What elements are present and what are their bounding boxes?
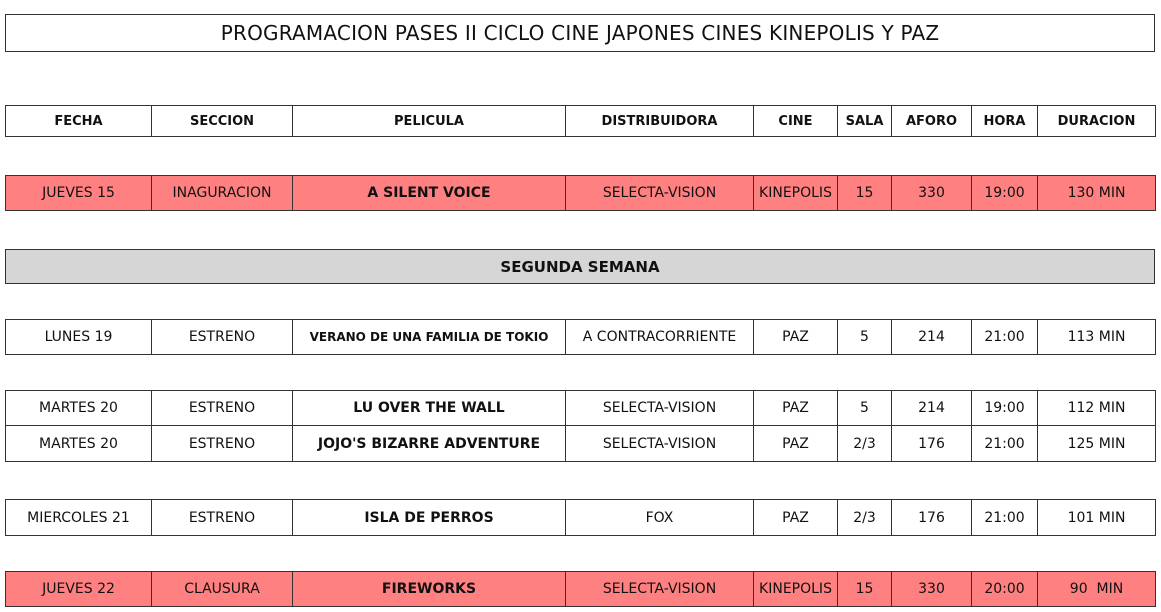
header-hora: HORA bbox=[972, 106, 1038, 137]
cell-sala: 2/3 bbox=[838, 426, 892, 462]
cell-hora: 20:00 bbox=[972, 572, 1038, 607]
cell-aforo: 330 bbox=[892, 572, 972, 607]
cell-fecha: LUNES 19 bbox=[6, 320, 152, 355]
cell-sala: 15 bbox=[838, 572, 892, 607]
cell-distribuidora: SELECTA-VISION bbox=[566, 572, 754, 607]
header-cine: CINE bbox=[754, 106, 838, 137]
table-rows-group bbox=[5, 390, 1156, 462]
table-row bbox=[5, 319, 1156, 355]
cell-hora: 21:00 bbox=[972, 426, 1038, 462]
header-distribuidora: DISTRIBUIDORA bbox=[566, 106, 754, 137]
cell-sala: 5 bbox=[838, 320, 892, 355]
header-seccion: SECCION bbox=[152, 106, 293, 137]
cell-pelicula: VERANO DE UNA FAMILIA DE TOKIO bbox=[293, 320, 566, 355]
cell-hora: 19:00 bbox=[972, 176, 1038, 211]
cell-duracion: 90 MIN bbox=[1038, 572, 1156, 607]
cell-seccion: INAGURACION bbox=[152, 176, 293, 211]
cell-seccion: ESTRENO bbox=[152, 320, 293, 355]
page-title: PROGRAMACION PASES II CICLO CINE JAPONES CINES KINEPOLIS Y PAZ bbox=[5, 14, 1155, 52]
cell-distribuidora: SELECTA-VISION bbox=[566, 176, 754, 211]
header-aforo: AFORO bbox=[892, 106, 972, 137]
cell-duracion: 101 MIN bbox=[1038, 500, 1156, 536]
cell-distribuidora: SELECTA-VISION bbox=[566, 426, 754, 462]
header-fecha: FECHA bbox=[6, 106, 152, 137]
cell-seccion: ESTRENO bbox=[152, 426, 293, 462]
cell-pelicula: FIREWORKS bbox=[293, 572, 566, 607]
table-row bbox=[6, 426, 1156, 462]
cell-fecha: MARTES 20 bbox=[6, 426, 152, 462]
cell-pelicula: A SILENT VOICE bbox=[293, 176, 566, 211]
cell-cine: PAZ bbox=[754, 320, 838, 355]
cell-aforo: 176 bbox=[892, 426, 972, 462]
cell-pelicula: JOJO'S BIZARRE ADVENTURE bbox=[293, 426, 566, 462]
cell-cine: PAZ bbox=[754, 426, 838, 462]
cell-seccion: ESTRENO bbox=[152, 500, 293, 536]
cell-pelicula: LU OVER THE WALL bbox=[293, 391, 566, 426]
cell-duracion: 113 MIN bbox=[1038, 320, 1156, 355]
cell-fecha: JUEVES 15 bbox=[6, 176, 152, 211]
cell-distribuidora: FOX bbox=[566, 500, 754, 536]
header-pelicula: PELICULA bbox=[293, 106, 566, 137]
cell-duracion: 112 MIN bbox=[1038, 391, 1156, 426]
cell-fecha: JUEVES 22 bbox=[6, 572, 152, 607]
cell-sala: 15 bbox=[838, 176, 892, 211]
cell-pelicula: ISLA DE PERROS bbox=[293, 500, 566, 536]
cell-fecha: MIERCOLES 21 bbox=[6, 500, 152, 536]
header-duracion: DURACION bbox=[1038, 106, 1156, 137]
cell-cine: PAZ bbox=[754, 391, 838, 426]
cell-aforo: 330 bbox=[892, 176, 972, 211]
header-row bbox=[5, 105, 1156, 137]
cell-hora: 19:00 bbox=[972, 391, 1038, 426]
cell-cine: KINEPOLIS bbox=[754, 176, 838, 211]
cell-seccion: CLAUSURA bbox=[152, 572, 293, 607]
cell-cine: PAZ bbox=[754, 500, 838, 536]
table-row bbox=[5, 499, 1156, 536]
table-row bbox=[6, 391, 1156, 426]
cell-cine: KINEPOLIS bbox=[754, 572, 838, 607]
cell-duracion: 130 MIN bbox=[1038, 176, 1156, 211]
cell-distribuidora: A CONTRACORRIENTE bbox=[566, 320, 754, 355]
cell-duracion: 125 MIN bbox=[1038, 426, 1156, 462]
cell-hora: 21:00 bbox=[972, 320, 1038, 355]
table-row bbox=[5, 571, 1156, 607]
cell-aforo: 214 bbox=[892, 320, 972, 355]
cell-sala: 2/3 bbox=[838, 500, 892, 536]
cell-aforo: 176 bbox=[892, 500, 972, 536]
table-row bbox=[5, 175, 1156, 211]
cell-sala: 5 bbox=[838, 391, 892, 426]
cell-distribuidora: SELECTA-VISION bbox=[566, 391, 754, 426]
cell-seccion: ESTRENO bbox=[152, 391, 293, 426]
cell-aforo: 214 bbox=[892, 391, 972, 426]
header-sala: SALA bbox=[838, 106, 892, 137]
section-banner: SEGUNDA SEMANA bbox=[5, 249, 1155, 284]
cell-fecha: MARTES 20 bbox=[6, 391, 152, 426]
cell-hora: 21:00 bbox=[972, 500, 1038, 536]
